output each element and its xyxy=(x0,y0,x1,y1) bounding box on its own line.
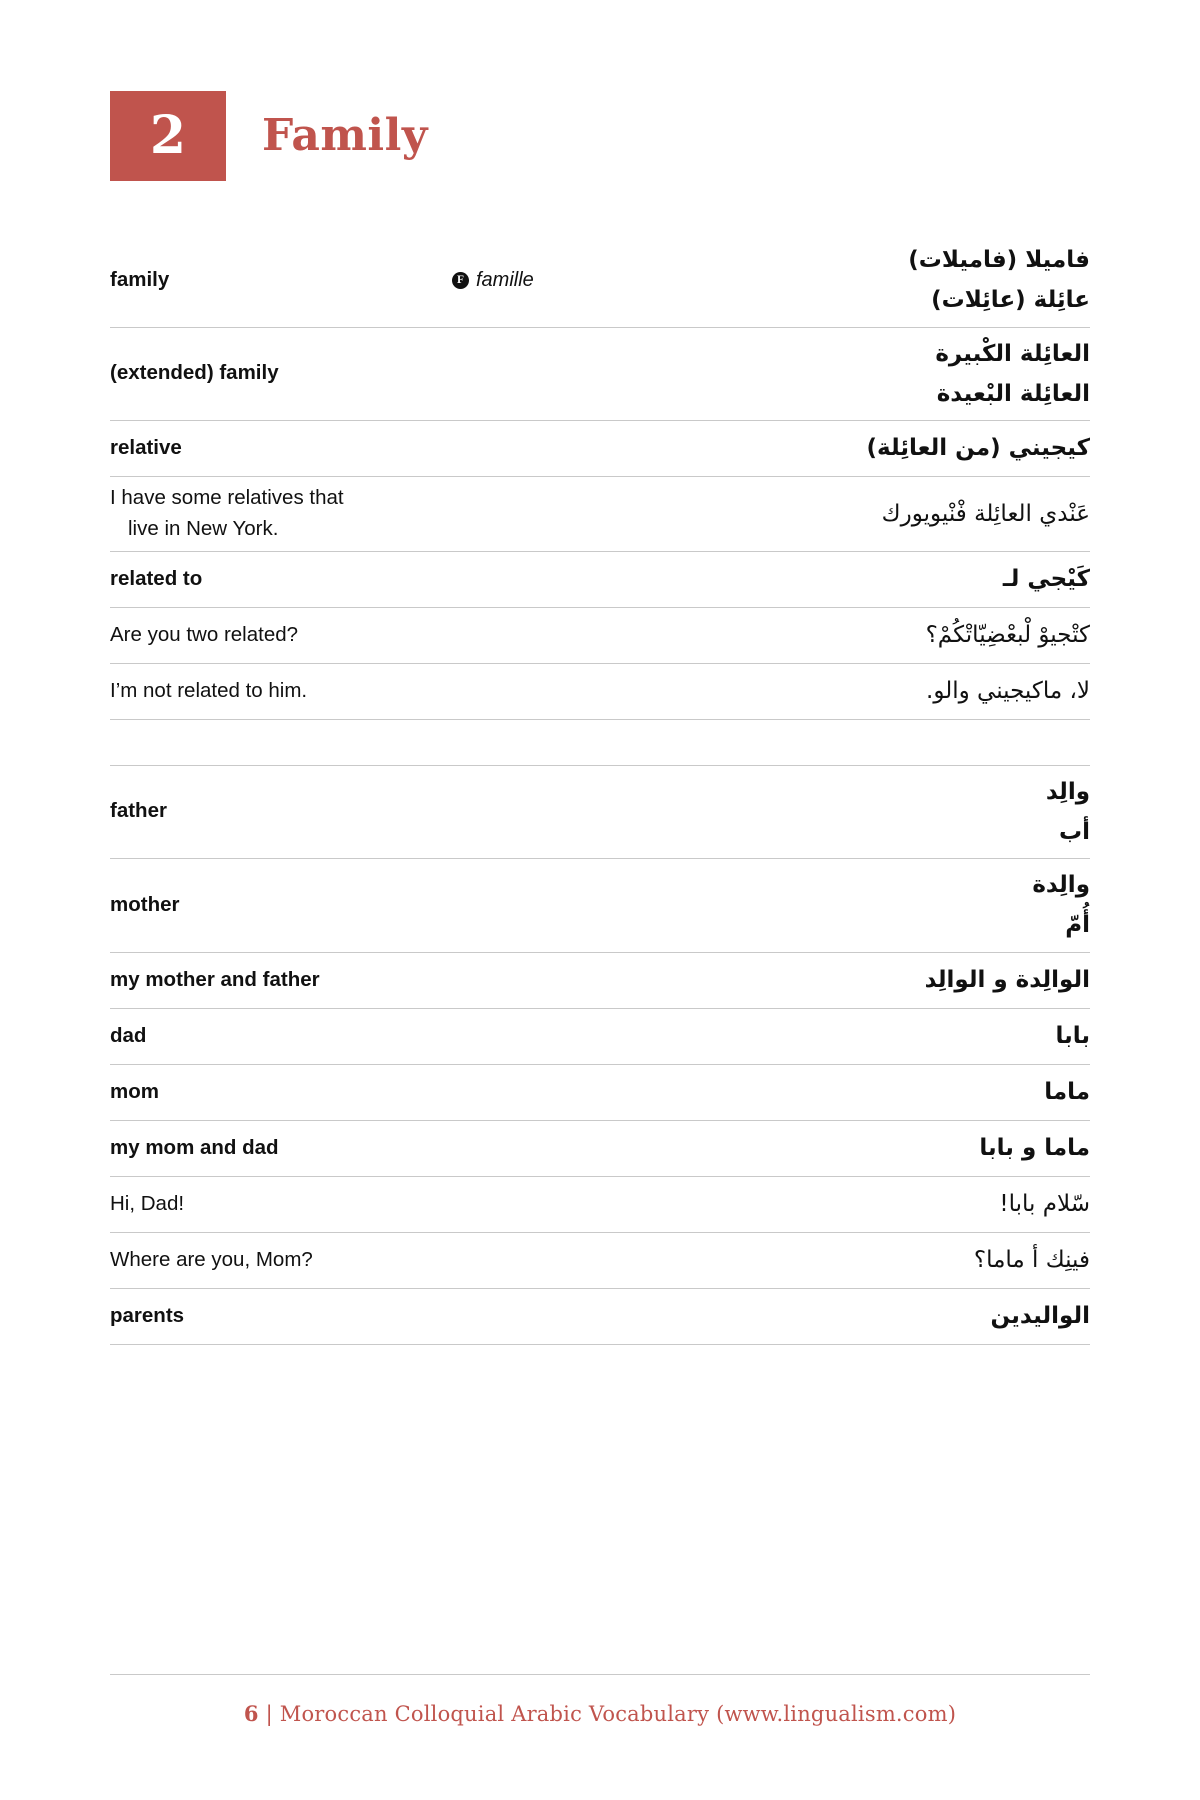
entry-english-headword xyxy=(110,890,440,921)
english-line: relative xyxy=(110,436,182,460)
entry-english-sentence xyxy=(110,483,440,545)
arabic-line: فاميلا (فاميلات) xyxy=(908,247,1090,273)
english-line: mom xyxy=(110,1079,159,1103)
french-gloss: famille xyxy=(476,268,534,291)
english-line: Are you two related? xyxy=(110,622,299,646)
footer-text xyxy=(244,1702,956,1726)
table-row xyxy=(110,1177,1090,1233)
arabic-line: بابا xyxy=(1055,1022,1090,1049)
table-row xyxy=(110,328,1090,422)
english-line: I’m not related to him. xyxy=(110,678,308,702)
arabic-line: كيجيني (من العائِلة) xyxy=(866,435,1090,462)
english-line: Hi, Dad! xyxy=(110,1191,185,1215)
english-line: my mother and father xyxy=(110,967,320,991)
footer-page-number: 6 xyxy=(243,1701,259,1726)
entry-arabic xyxy=(670,865,1090,946)
entry-arabic xyxy=(670,559,1090,599)
entry-english-headword xyxy=(110,564,440,595)
english-line: (extended) family xyxy=(110,361,279,385)
entry-english-sentence xyxy=(110,620,440,651)
arabic-line: سّلام بابا! xyxy=(999,1190,1090,1217)
arabic-line: أب xyxy=(1059,818,1090,845)
table-row xyxy=(110,1233,1090,1289)
feminine-gender-icon: F xyxy=(452,272,469,289)
entry-arabic xyxy=(670,1184,1090,1224)
table-row xyxy=(110,234,1090,328)
section-spacer-row xyxy=(110,720,1090,766)
entry-arabic xyxy=(670,1072,1090,1112)
table-row xyxy=(110,552,1090,608)
table-row xyxy=(110,1289,1090,1345)
arabic-line: لا، ماكيجيني والو. xyxy=(926,677,1090,704)
table-row xyxy=(110,1121,1090,1177)
english-line: my mom and dad xyxy=(110,1135,279,1159)
entry-english-headword xyxy=(110,1133,440,1164)
entry-arabic xyxy=(670,240,1090,321)
entry-english-headword xyxy=(110,1301,440,1332)
entry-arabic xyxy=(670,671,1090,711)
english-line: I have some relatives that xyxy=(110,486,344,509)
english-line: father xyxy=(110,799,167,823)
entry-arabic xyxy=(670,615,1090,655)
arabic-line: ماما و بابا xyxy=(979,1134,1090,1161)
page-title: Family xyxy=(262,110,428,161)
english-line: related to xyxy=(110,566,203,590)
entry-english-sentence xyxy=(110,1189,440,1220)
footer-separator-glyph: | xyxy=(265,1702,273,1726)
arabic-line: والِد xyxy=(1045,778,1090,805)
arabic-line: الواليدين xyxy=(990,1302,1090,1329)
arabic-line: فينِك أ ماما؟ xyxy=(973,1246,1090,1273)
arabic-line: والِدة xyxy=(1032,872,1090,898)
entry-english-headword xyxy=(110,358,440,389)
english-line: parents xyxy=(110,1303,185,1327)
entry-english-headword xyxy=(110,965,440,996)
entry-english-headword xyxy=(110,796,440,827)
arabic-line: الوالِدة و الوالِد xyxy=(924,966,1090,993)
arabic-line: أُمّ xyxy=(1065,912,1090,939)
entry-arabic xyxy=(670,428,1090,468)
table-row xyxy=(110,608,1090,664)
table-row xyxy=(110,953,1090,1009)
english-line: family xyxy=(110,267,170,291)
entry-english-headword xyxy=(110,1077,440,1108)
page-footer xyxy=(110,1674,1090,1726)
entry-english-sentence xyxy=(110,1245,440,1276)
arabic-line: ماما xyxy=(1044,1078,1090,1105)
entry-arabic xyxy=(670,772,1090,853)
english-line: mother xyxy=(110,892,180,916)
table-row xyxy=(110,477,1090,552)
arabic-line: عَنْدي العائِلة فْنْيويورك xyxy=(881,500,1090,527)
arabic-line: العائِلة البْعيدة xyxy=(936,380,1090,407)
table-row xyxy=(110,1009,1090,1065)
arabic-line: العائِلة الكْبيرة xyxy=(935,340,1090,367)
english-line-continued: live in New York. xyxy=(128,516,279,540)
entry-english-headword xyxy=(110,265,440,296)
chapter-header xyxy=(110,0,1090,182)
entry-english-headword xyxy=(110,433,440,464)
table-row xyxy=(110,421,1090,477)
table-row xyxy=(110,859,1090,953)
footer-title: Moroccan Colloquial Arabic Vocabulary (www.lingualism.com) xyxy=(279,1702,957,1726)
entry-gender-annotation xyxy=(440,269,670,292)
entry-arabic xyxy=(670,1240,1090,1280)
table-row xyxy=(110,1065,1090,1121)
arabic-line: كَيْجي لـ xyxy=(1002,565,1090,592)
vocabulary-table xyxy=(110,234,1090,1345)
chapter-number-badge: 2 xyxy=(110,91,226,181)
footer-separator xyxy=(259,1702,266,1726)
table-row xyxy=(110,664,1090,720)
entry-arabic xyxy=(670,1016,1090,1056)
entry-english-sentence xyxy=(110,676,440,707)
entry-arabic xyxy=(670,1296,1090,1336)
english-line: Where are you, Mom? xyxy=(110,1247,313,1271)
english-line: dad xyxy=(110,1023,147,1047)
arabic-line: كتْجيوْ لْبعْضِيّاتْكُمْ؟ xyxy=(925,621,1090,648)
entry-english-headword xyxy=(110,1021,440,1052)
entry-arabic xyxy=(670,494,1090,534)
table-row xyxy=(110,766,1090,860)
entry-arabic xyxy=(670,334,1090,415)
entry-arabic xyxy=(670,960,1090,1000)
entry-arabic xyxy=(670,1128,1090,1168)
arabic-line: عائِلة (عائِلات) xyxy=(931,287,1090,314)
